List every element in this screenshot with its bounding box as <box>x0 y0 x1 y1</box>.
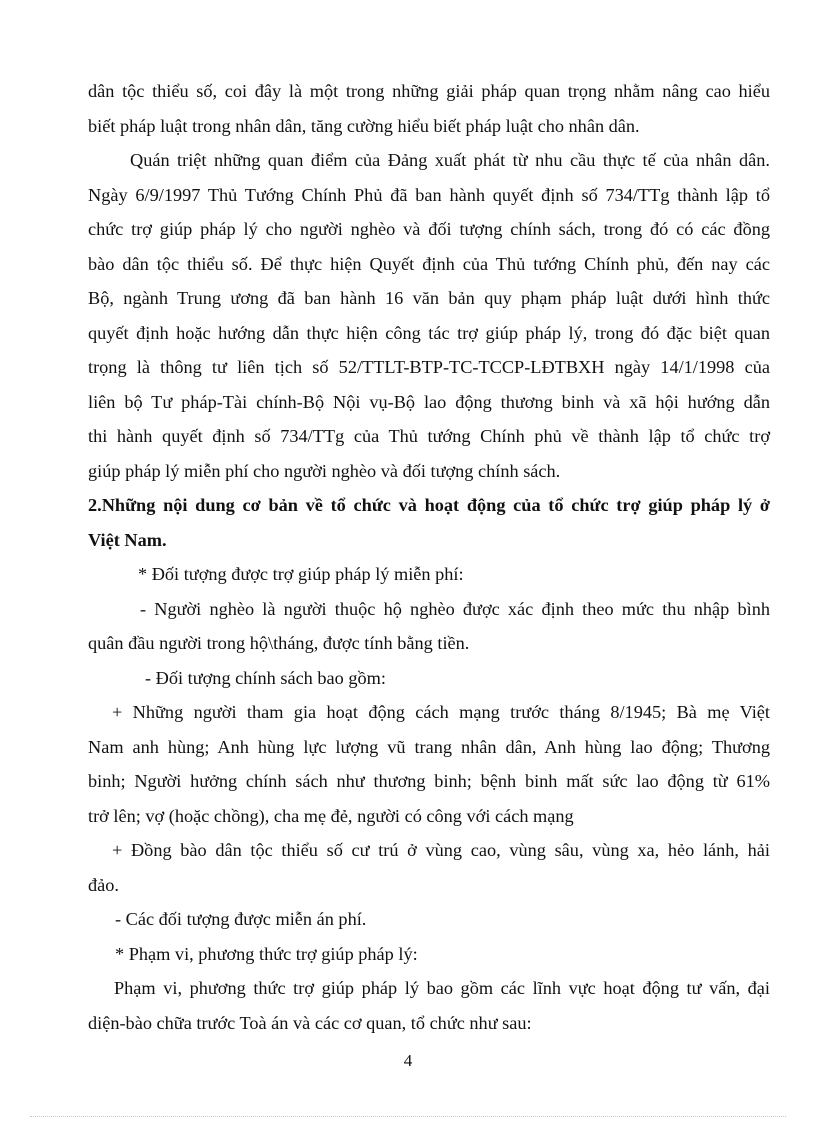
text-line: trở lên; vợ (hoặc chồng), cha mẹ đẻ, người có công với cách mạng <box>88 805 574 826</box>
subheading: * Đối tượng được trợ giúp pháp lý miễn phí: <box>138 564 464 584</box>
footer-divider <box>30 1116 786 1117</box>
text-line: Bộ, ngành Trung ương đã ban hành 16 văn bản quy phạm pháp luật dưới hình thức <box>88 288 770 308</box>
text-line: Quán triệt những quan điểm của Đảng xuất phát từ nhu cầu thực tế của nhân dân. <box>130 150 770 170</box>
text-line: Nam anh hùng; Anh hùng lực lượng vũ trang nhân dân, Anh hùng lao động; Thương <box>88 736 770 757</box>
text-line: biết pháp luật trong nhân dân, tăng cường hiểu biết pháp luật cho nhân dân. <box>88 115 640 136</box>
text-line: quân đầu người trong hộ\tháng, được tính bằng tiền. <box>88 633 470 653</box>
text-line: - Đối tượng chính sách bao gồm: <box>145 667 386 688</box>
text-line: Phạm vi, phương thức trợ giúp pháp lý bao gồm các lĩnh vực hoạt động tư vấn, đại <box>114 978 770 998</box>
page-number: 4 <box>403 1051 413 1070</box>
text-line: Ngày 6/9/1997 Thủ Tướng Chính Phủ đã ban hành quyết định số 734/TTg thành lập tổ <box>88 184 770 205</box>
text-line: liên bộ Tư pháp-Tài chính-Bộ Nội vụ-Bộ lao động thương binh và xã hội hướng dẫn <box>88 391 770 412</box>
text-line: - Các đối tượng được miễn án phí. <box>115 909 367 929</box>
text-line: trọng là thông tư liên tịch số 52/TTLT-BTP-TC-TCCP-LĐTBXH ngày 14/1/1998 của <box>88 357 770 377</box>
text-line: - Người nghèo là người thuộc hộ nghèo được xác định theo mức thu nhập bình <box>140 598 770 619</box>
text-line: quyết định hoặc hướng dẫn thực hiện công tác trợ giúp pháp lý, trong đó đặc biệt quan <box>88 322 770 343</box>
text-line: + Đồng bào dân tộc thiểu số cư trú ở vùng cao, vùng sâu, vùng xa, hẻo lánh, hải <box>112 840 770 860</box>
text-line: + Những người tham gia hoạt động cách mạng trước tháng 8/1945; Bà mẹ Việt <box>112 702 770 722</box>
text-line: chức trợ giúp pháp lý cho người nghèo và đối tượng chính sách, trong đó có các đồng <box>88 219 770 239</box>
text-line: dân tộc thiểu số, coi đây là một trong những giải pháp quan trọng nhằm nâng cao hiểu <box>88 81 770 101</box>
text-line: binh; Người hưởng chính sách như thương binh; bệnh binh mất sức lao động từ 61% <box>88 771 770 791</box>
section-heading: 2.Những nội dung cơ bản về tổ chức và hoạt động của tổ chức trợ giúp pháp lý ở <box>88 495 770 515</box>
section-heading: Việt Nam. <box>88 529 167 550</box>
text-line: đảo. <box>88 874 119 895</box>
subheading: * Phạm vi, phương thức trợ giúp pháp lý: <box>115 943 418 964</box>
text-line: diện-bào chữa trước Toà án và các cơ quan, tổ chức như sau: <box>88 1012 532 1033</box>
document-page <box>88 74 770 1040</box>
text-line: bào dân tộc thiểu số. Để thực hiện Quyết định của Thủ tướng Chính phủ, đến nay các <box>88 253 770 274</box>
text-line: thi hành quyết định số 734/TTg của Thủ tướng Chính phủ về thành lập tổ chức trợ <box>88 426 770 446</box>
text-line: giúp pháp lý miễn phí cho người nghèo và đối tượng chính sách. <box>88 460 561 481</box>
